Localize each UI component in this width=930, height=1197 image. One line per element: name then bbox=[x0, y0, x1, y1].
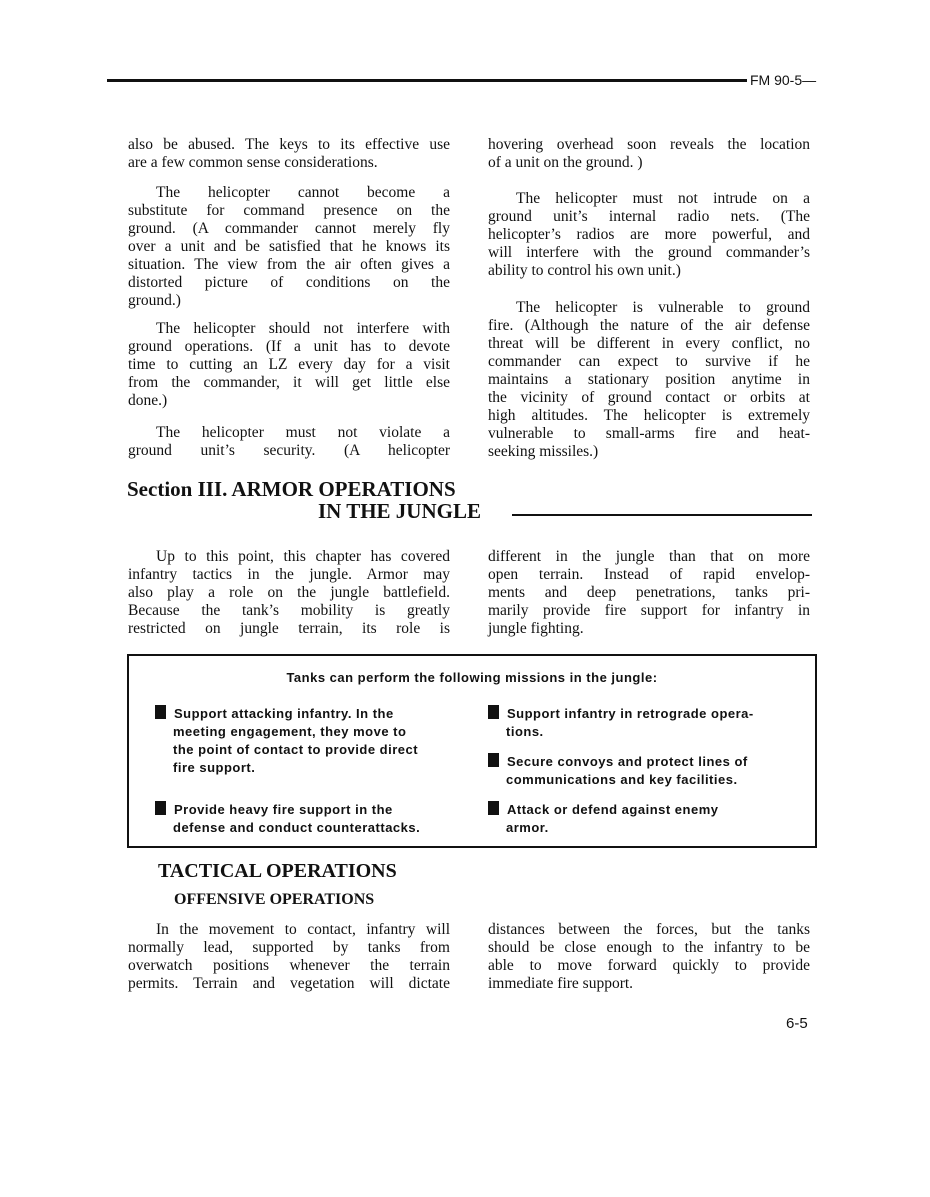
missions-box-title: Tanks can perform the following missions in the jungle: bbox=[286, 670, 658, 685]
tactical-left-paragraph-line: normally lead, supported by tanks from bbox=[128, 939, 450, 956]
header-rule bbox=[107, 79, 747, 82]
offensive-operations-subheading: OFFENSIVE OPERATIONS bbox=[174, 891, 375, 908]
body-left-paragraph-line: distorted picture of conditions on the bbox=[128, 274, 450, 291]
page-number: 6-5 bbox=[786, 1015, 808, 1032]
body-left-paragraph-line: from the commander, it will get little else bbox=[128, 374, 450, 391]
body-right-paragraph-line: fire. (Although the nature of the air defense bbox=[488, 317, 810, 334]
body-left-paragraph-line: ground.) bbox=[128, 292, 181, 309]
body-left-paragraph-line: are a few common sense considerations. bbox=[128, 154, 378, 171]
mission-item-line: meeting engagement, they move to bbox=[173, 724, 407, 739]
section-left-paragraph-line: also play a role on the jungle battlefield. bbox=[128, 584, 450, 601]
body-right-paragraph-line: high altitudes. The helicopter is extremely bbox=[488, 407, 810, 424]
body-right-paragraph-line: ground unit’s internal radio nets. (The bbox=[488, 208, 810, 225]
body-right-paragraph-line: helicopter’s radios are more powerful, and bbox=[488, 226, 810, 243]
body-right-paragraph-line: maintains a stationary position anytime in bbox=[488, 371, 810, 388]
body-left-paragraph-line: also be abused. The keys to its effective use bbox=[128, 136, 450, 153]
section-right-paragraph-line: ments and deep penetrations, tanks pri- bbox=[488, 584, 810, 601]
mission-item-line: Support infantry in retrograde opera- bbox=[507, 706, 754, 721]
section-title-rule bbox=[512, 514, 812, 516]
bullet-square-icon bbox=[488, 801, 499, 815]
section-right-paragraph-line: open terrain. Instead of rapid envelop- bbox=[488, 566, 810, 583]
body-left-paragraph-line: time to cutting an LZ every day for a visit bbox=[128, 356, 450, 373]
body-left-paragraph-line: over a unit and be satisfied that he knows its bbox=[128, 238, 450, 255]
body-right-paragraph-line: threat will be different in every conflict, no bbox=[488, 335, 810, 352]
tactical-operations-heading: TACTICAL OPERATIONS bbox=[158, 860, 397, 882]
body-left-paragraph-line: situation. The view from the air often gives a bbox=[128, 256, 450, 273]
body-right-paragraph-line: The helicopter is vulnerable to ground bbox=[516, 299, 810, 316]
bullet-square-icon bbox=[155, 801, 166, 815]
mission-item-line: communications and key facilities. bbox=[506, 772, 738, 787]
body-right-paragraph-line: of a unit on the ground. ) bbox=[488, 154, 643, 171]
section-left-paragraph-line: Because the tank’s mobility is greatly bbox=[128, 602, 450, 619]
mission-item-line: Provide heavy fire support in the bbox=[174, 802, 393, 817]
tactical-right-paragraph-line: should be close enough to the infantry to be bbox=[488, 939, 810, 956]
body-right-paragraph-line: seeking missiles.) bbox=[488, 443, 599, 460]
bullet-square-icon bbox=[155, 705, 166, 719]
body-right-paragraph-line: commander can expect to survive if he bbox=[488, 353, 810, 370]
tactical-right-paragraph-line: able to move forward quickly to provide bbox=[488, 957, 810, 974]
bullet-square-icon bbox=[488, 705, 499, 719]
section-left-paragraph-line: infantry tactics in the jungle. Armor may bbox=[128, 566, 450, 583]
mission-item-line: Secure convoys and protect lines of bbox=[507, 754, 748, 769]
body-right-paragraph-line: The helicopter must not intrude on a bbox=[516, 190, 810, 207]
body-left-paragraph-line: substitute for command presence on the bbox=[128, 202, 450, 219]
body-left-paragraph-line: The helicopter should not interfere with bbox=[156, 320, 450, 337]
tactical-left-paragraph-line: overwatch positions whenever the terrain bbox=[128, 957, 450, 974]
body-left-paragraph-line: ground. (A commander cannot merely fly bbox=[128, 220, 450, 237]
tactical-right-paragraph-line: immediate fire support. bbox=[488, 975, 634, 992]
mission-item-line: the point of contact to provide direct bbox=[173, 742, 419, 757]
section-right-paragraph-line: different in the jungle than that on more bbox=[488, 548, 810, 565]
body-right-paragraph-line: hovering overhead soon reveals the location bbox=[488, 136, 810, 153]
tactical-right-paragraph-line: distances between the forces, but the tanks bbox=[488, 921, 810, 938]
section-title-line2: IN THE JUNGLE bbox=[318, 499, 481, 523]
tactical-left-paragraph-line: In the movement to contact, infantry will bbox=[156, 921, 450, 938]
body-left-paragraph-line: ground unit’s security. (A helicopter bbox=[128, 442, 450, 459]
running-head: FM 90-5— bbox=[750, 72, 817, 88]
body-right-paragraph-line: vulnerable to small-arms fire and heat- bbox=[488, 425, 810, 442]
section-left-paragraph-line: restricted on jungle terrain, its role is bbox=[128, 620, 450, 637]
body-right-paragraph-line: the vicinity of ground contact or orbits at bbox=[488, 389, 810, 406]
body-right-paragraph-line: will interfere with the ground commander’s bbox=[488, 244, 810, 261]
mission-item-line: Attack or defend against enemy bbox=[507, 802, 719, 817]
mission-item-line: Support attacking infantry. In the bbox=[174, 706, 394, 721]
tactical-left-paragraph-line: permits. Terrain and vegetation will dictate bbox=[128, 975, 450, 992]
section-left-paragraph-line: Up to this point, this chapter has covered bbox=[156, 548, 450, 565]
section-right-paragraph-line: marily provide fire support for infantry in bbox=[488, 602, 810, 619]
mission-item-line: armor. bbox=[506, 820, 549, 835]
mission-item-line: tions. bbox=[506, 724, 544, 739]
section-right-paragraph-line: jungle fighting. bbox=[488, 620, 584, 637]
body-left-paragraph-line: The helicopter cannot become a bbox=[156, 184, 450, 201]
mission-item-line: defense and conduct counterattacks. bbox=[173, 820, 421, 835]
section-title-line1: Section III. ARMOR OPERATIONS bbox=[127, 477, 456, 501]
body-right-paragraph-line: ability to control his own unit.) bbox=[488, 262, 681, 279]
body-left-paragraph-line: ground operations. (If a unit has to devote bbox=[128, 338, 450, 355]
body-left-paragraph-line: The helicopter must not violate a bbox=[156, 424, 450, 441]
bullet-square-icon bbox=[488, 753, 499, 767]
body-left-paragraph-line: done.) bbox=[128, 392, 168, 409]
mission-item-line: fire support. bbox=[173, 760, 256, 775]
